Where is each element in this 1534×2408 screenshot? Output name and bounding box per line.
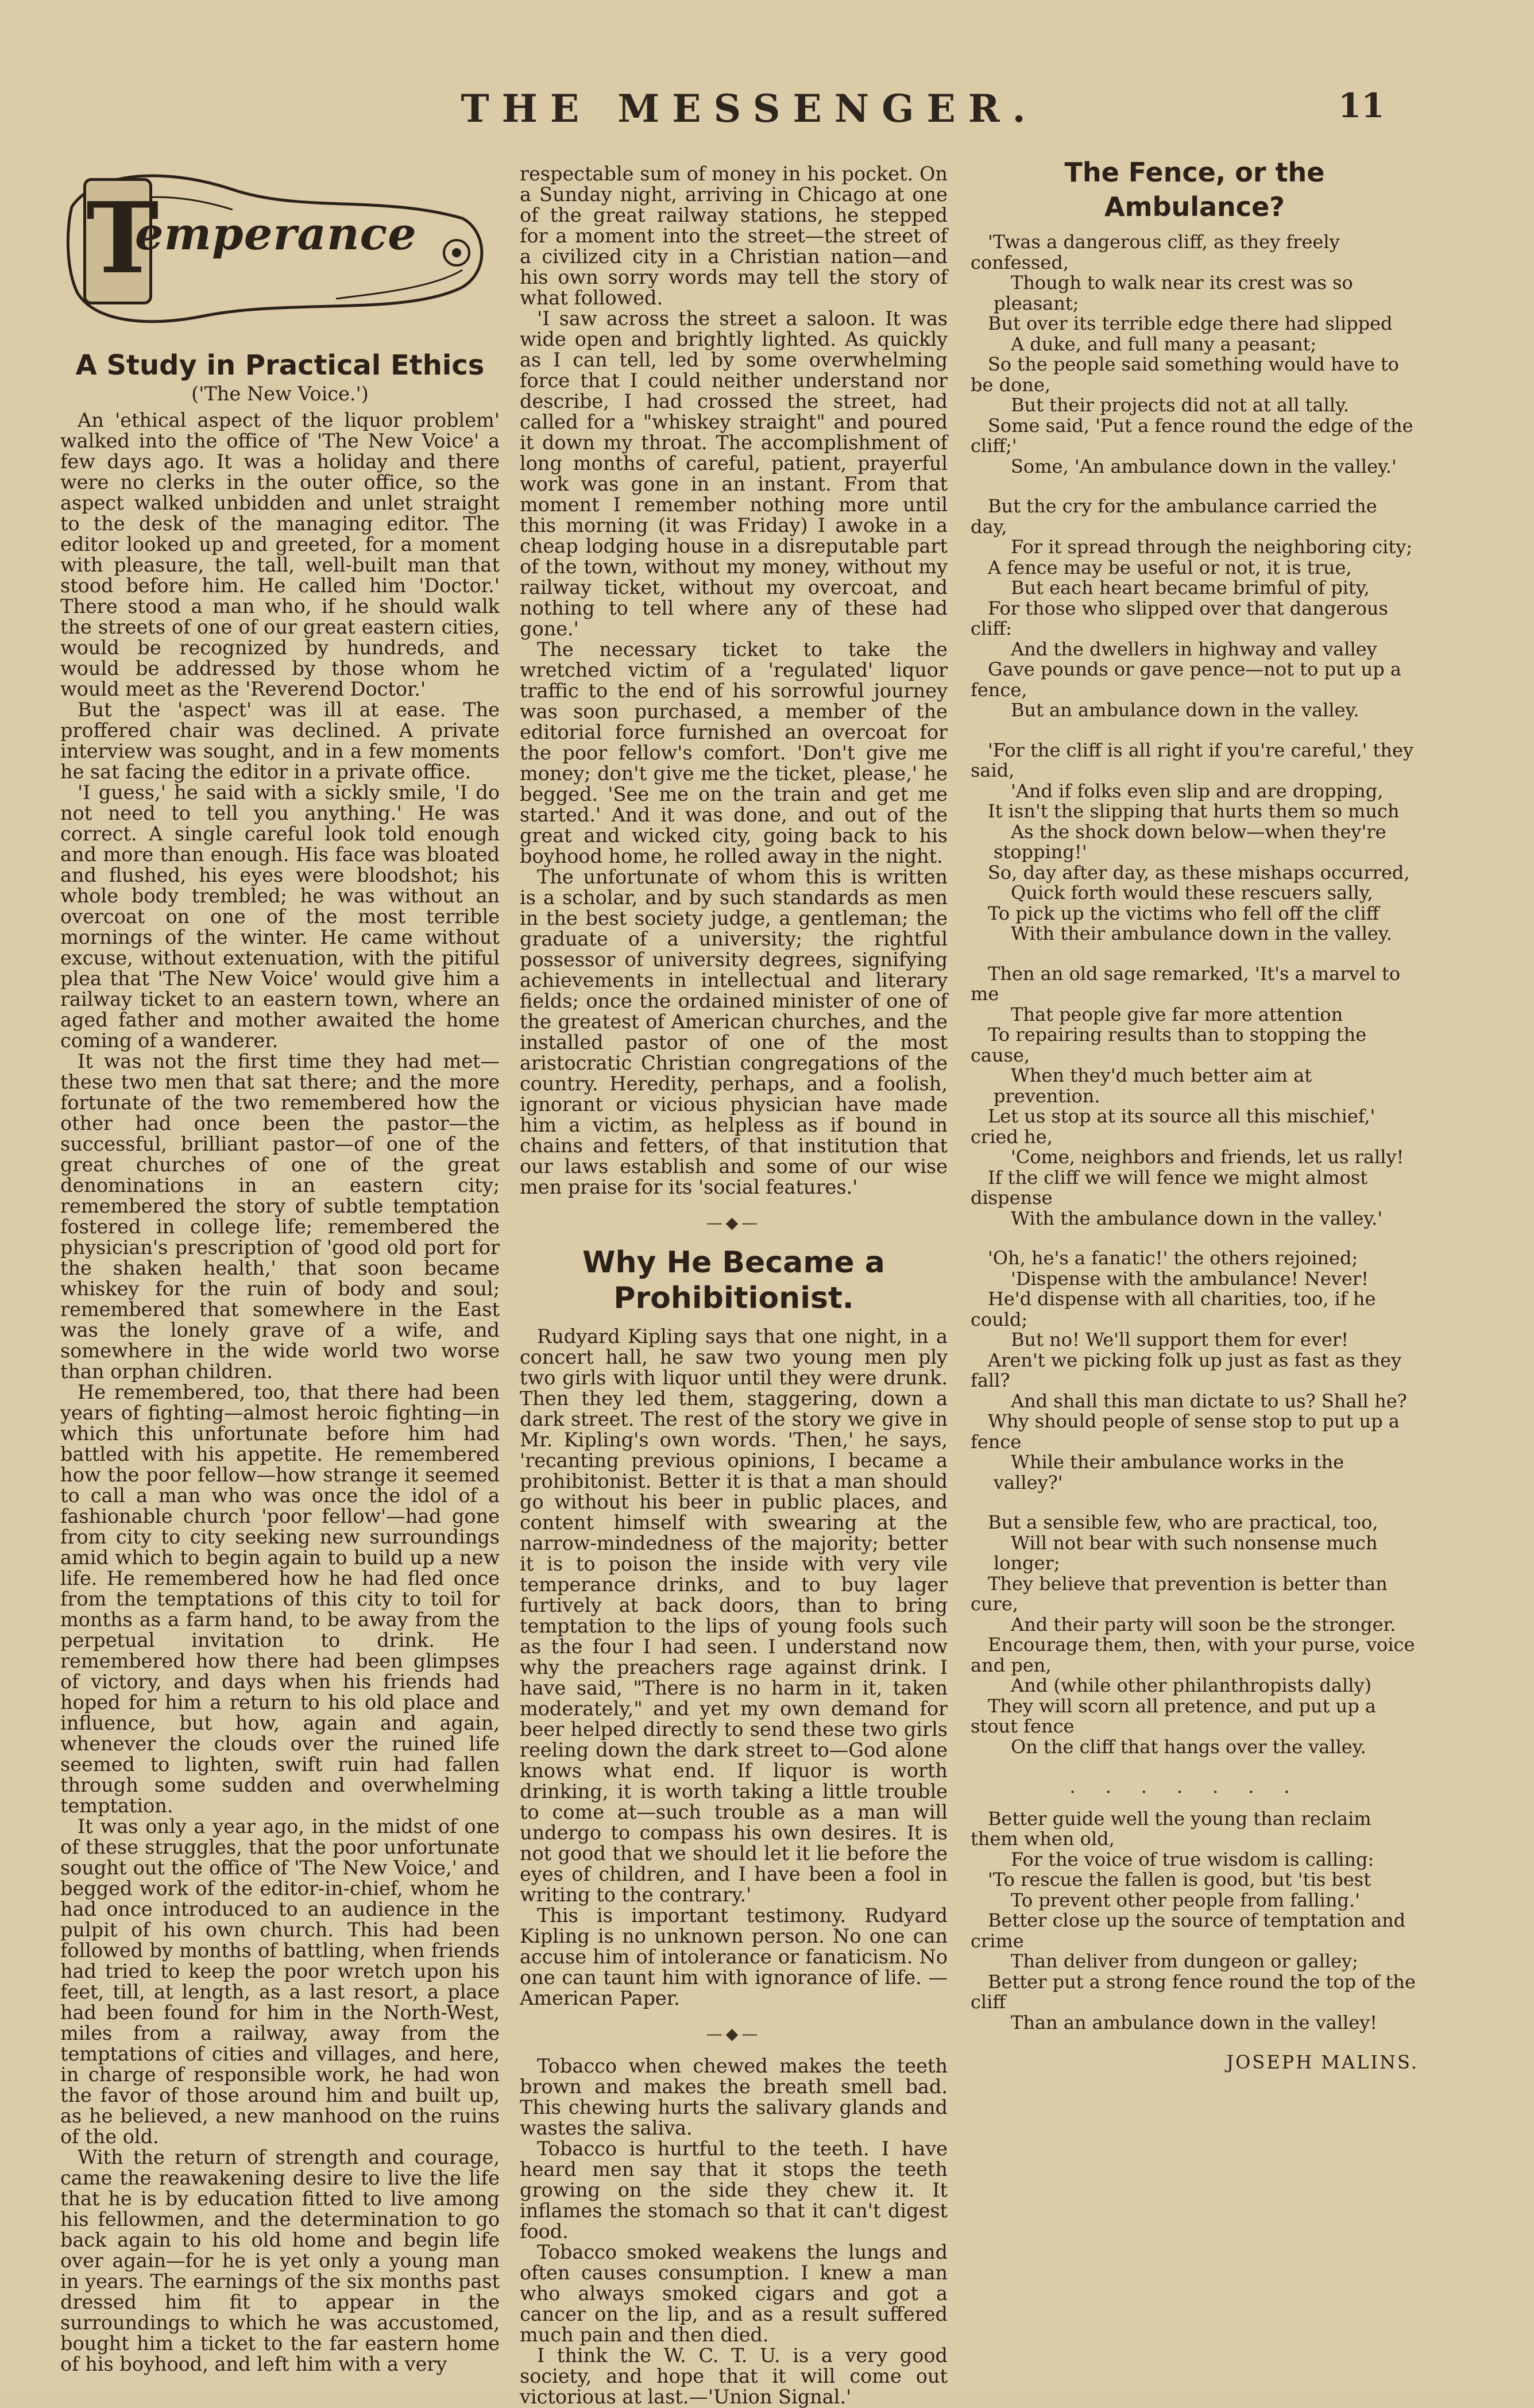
poem-line: Why should people of sense stop to put up a fence	[971, 1410, 1400, 1453]
paragraph: With the return of strength and courage, came the reawakening desire to live the life that he is by education fitted to live among his fellowmen, and the determination to go back again to his old home and begin life over again—for he is yet only a young man in years. The earnings of the six months past dressed him fit to appear in the surroundings to which he was accustomed, bought him a ticket to the far eastern home of his boyhood, and left him with a very	[60, 2146, 500, 2375]
poem-line: Then an old sage remarked, 'It's a marvel to me	[971, 962, 1401, 1005]
paragraph: I think the W. C. T. U. is a very good society, and hope that it will come out victorious at last.—'Union Signal.'	[520, 2344, 948, 2408]
poem-line: So, day after day, as these mishaps occurred,	[988, 861, 1410, 883]
poem-line: That people give far more attention	[1011, 1003, 1343, 1025]
poem-line: He'd dispense with all charities, too, if he could;	[971, 1288, 1376, 1330]
column-1	[60, 155, 500, 2375]
divider: —◆—	[706, 2024, 762, 2043]
poem-line: Encourage them, then, with your purse, voice and pen,	[971, 1634, 1415, 1676]
poem-line: While their ambulance works in the valley?'	[994, 1451, 1344, 1494]
poem-line: And shall this man dictate to us? Shall he?	[1011, 1390, 1407, 1412]
paragraph: An 'ethical aspect of the liquor problem' walked into the office of 'The New Voice' a few days ago. It was a holiday and there were no clerks in the outer office, so the aspect walked unbidden and unlet straight to the desk of the managing editor. The editor looked up and greeted, for a moment with pleasure, the tall, well-built man that stood before him. He called him 'Doctor.' There stood a man who, if he should walk the streets of one of our great eastern cities, would be recognized by hundreds, and would be addressed by those whom he would meet as the 'Reverend Doctor.'	[60, 409, 500, 700]
poem-line: A duke, and full many a peasant;	[1011, 333, 1317, 355]
poem-line: Let us stop at its source all this mischief,' cried he,	[971, 1105, 1375, 1148]
paragraph: respectable sum of money in his pocket. On a Sunday night, arriving in Chicago at one of the great railway stations, he stepped for a moment into the street—the street of a civilized city in a Christian nation—and his own sorry words may tell the story of what followed.	[520, 163, 948, 309]
poem-line: They believe that prevention is better than cure,	[971, 1572, 1388, 1615]
poem-line: As the shock down below—when they're stopping!'	[994, 820, 1386, 863]
poem-line: But over its terrible edge there had slipped	[988, 312, 1393, 334]
poem-title: The Fence, or the Ambulance?	[1064, 157, 1325, 222]
poem-line: But a sensible few, who are practical, too,	[988, 1511, 1378, 1533]
page-header	[0, 86, 1534, 138]
temperance-banner	[60, 155, 500, 345]
article-source: ('The New Voice.')	[191, 383, 369, 405]
paragraph: 'I guess,' he said with a sickly smile, 'I do not need to tell you anything.' He was correct. A single careful look told enough and more than enough. His face was bloated and flushed, his eyes were bloodshot; his whole body trembled; he was without an overcoat on one of the most terrible mornings of the winter. He came without excuse, without extenuation, with the pitiful plea that 'The New Voice' would give him a railway ticket to an eastern town, where an aged father and mother awaited the home coming of a wanderer.	[60, 781, 500, 1052]
running-title: THE MESSENGER.	[461, 86, 1038, 131]
poem-stanza	[971, 496, 1419, 721]
paragraph: The necessary ticket to take the wretched victim of a 'regulated' liquor traffic to the end of his sorrowful journey was soon purchased, a member of the editorial force furnished an overcoat for the poor fellow's comfort. 'Don't give me money; don't give me the ticket, please,' he begged. 'See me on the train and get me started.' And it was done, and out of the great and wicked city, going back to his boyhood home, he rolled away in the night.	[520, 638, 948, 867]
poem-line: Better close up the source of temptation and crime	[971, 1909, 1406, 1952]
paragraph: He remembered, too, that there had been years of fighting—almost heroic fighting—in which this unfortunate before him had battled with his appetite. He remembered how the poor fellow—how strange it seemed to call a man who was once the idol of a fashionable church 'poor fellow'—had gone from city to city seeking new surroundings amid which to begin again to build up a new life. He remembered how he had fled once from the temptations of this city to toil for months as a farm hand, to be away from the perpetual invitation to drink. He remembered how there had been glimpses of victory, and days when his friends had hoped for him a return to his old place and influence, but how, again and again, whenever the clouds over the ruined life seemed to lighten, swift ruin had fallen through some sudden and overwhelming temptation.	[60, 1381, 500, 1817]
poem-line: With the ambulance down in the valley.'	[1011, 1207, 1383, 1229]
poem-line: But an ambulance down in the valley.	[1011, 699, 1359, 721]
poem-line: And their party will soon be the stronger.	[1011, 1613, 1396, 1635]
poem-line: To repairing results than to stopping the cause,	[971, 1024, 1367, 1066]
poem-line: If the cliff we will fence we might almost dispense	[971, 1166, 1368, 1209]
poem-line: A fence may be useful or not, it is true,	[988, 556, 1352, 578]
poem-stanza	[971, 232, 1419, 477]
paragraph: But the 'aspect' was ill at ease. The proffered chair was declined. A private interview was sought, and in a few moments he sat facing the editor in a private office.	[60, 699, 500, 783]
poem-stanza	[971, 740, 1419, 944]
poem-body	[971, 232, 1419, 2033]
poem-line: 'Dispense with the ambulance! Never!	[1011, 1267, 1369, 1290]
paragraph: Tobacco smoked weakens the lungs and often causes consumption. I knew a man who always smoked cigars and got a cancer on the lip, and as a result suffered much pain and then died.	[520, 2241, 948, 2346]
poem-line: Better put a strong fence round the top of the cliff	[971, 1970, 1416, 2013]
page-number: 11	[1338, 86, 1385, 125]
poem-line: With their ambulance down in the valley.	[1011, 923, 1392, 944]
poem-stanza	[971, 964, 1419, 1229]
paragraph: Tobacco is hurtful to the teeth. I have heard men say that it stops the teeth growing on the side they chew it. It inflames the stomach so that it can't digest food.	[520, 2137, 948, 2243]
column-3	[971, 155, 1419, 2073]
poem-stanza	[971, 1248, 1419, 1493]
poem-stanza	[971, 1512, 1419, 1757]
poem-line: On the cliff that hangs over the valley.	[1011, 1735, 1366, 1758]
poem-line: It isn't the slipping that hurts them so much	[988, 800, 1400, 822]
poem-line: And the dwellers in highway and valley	[1011, 638, 1377, 660]
poem-stanza	[971, 1809, 1419, 2033]
poem-line: For it spread through the neighboring city;	[1011, 536, 1413, 558]
poem-line: Some said, 'Put a fence round the edge of the cliff;'	[971, 414, 1413, 457]
paragraph: Tobacco when chewed makes the teeth brown and makes the breath smell bad. This chewing hurts the salivary glands and wastes the saliva.	[520, 2055, 948, 2139]
poem-line: They will scorn all pretence, and put up a stout fence	[971, 1695, 1376, 1737]
poem-line: So the people said something would have to be done,	[971, 353, 1399, 396]
poem-line: 'And if folks even slip and are dropping,	[1011, 779, 1384, 802]
dots-separator: .......	[1069, 1776, 1320, 1797]
poem-line: 'Twas a dangerous cliff, as they freely confessed,	[971, 231, 1340, 273]
poem-line: When they'd much better aim at prevention.	[994, 1064, 1312, 1107]
poem-line: But each heart became brimful of pity,	[1011, 577, 1370, 599]
poem-line: 'For the cliff is all right if you're careful,' they said,	[971, 739, 1414, 781]
divider: —◆—	[706, 1213, 762, 1232]
column-2	[520, 164, 948, 2407]
poem-line: But their projects did not at all tally.	[1011, 394, 1350, 416]
banner-word: emperance	[135, 208, 417, 260]
article-title: Why He Became a Prohibitionist.	[582, 1245, 885, 1315]
poem-line: For the voice of true wisdom is calling:	[1011, 1848, 1374, 1870]
poem-line: Some, 'An ambulance down in the valley.'	[1011, 455, 1397, 477]
poem-line: To prevent other people from falling.'	[1011, 1889, 1360, 1911]
paragraph: It was not the first time they had met—these two men that sat there; and the more fortunate of the two remembered how the other had once been the pastor—the successful, brilliant pastor—of one of the great churches of one of the great denominations in an eastern city; remembered the story of subtle temptation fostered in college life; remembered the physician's prescription of 'good old port for the shaken health,' that soon became whiskey for the ruin of body and soul; remembered that somewhere in the East was the lonely grave of a wife, and somewhere in the wide world two worse than orphan children.	[60, 1050, 500, 1383]
article-title: A Study in Practical Ethics	[75, 349, 485, 381]
poem-line: Aren't we picking folk up just as fast as they fall?	[971, 1349, 1402, 1391]
poem-line: And (while other philanthropists dally)	[1011, 1674, 1372, 1696]
poem-line: But the cry for the ambulance carried the day,	[971, 495, 1377, 538]
poem-line: Better guide well the young than reclaim them when old,	[971, 1807, 1371, 1850]
poem-line: 'Come, neighbors and friends, let us rally!	[1011, 1146, 1404, 1168]
paragraph: 'I saw across the street a saloon. It was wide open and brightly lighted. As quickly as I can tell, led by some overwhelming force that I could neither understand nor describe, I had crossed the street, had called for a "whiskey straight" and poured it down my throat. The accomplishment of long months of careful, patient, prayerful work was gone in an instant. From that moment I remember nothing more until this morning (it was Friday) I awoke in a cheap lodging house in a disreputable part of the town, without my money, without my railway ticket, without my overcoat, and nothing to tell where any of these had gone.'	[520, 307, 948, 640]
poem-line: Quick forth would these rescuers sally,	[1011, 882, 1373, 904]
paragraph: Rudyard Kipling says that one night, in a concert hall, he saw two young men ply two girls with liquor until they were drunk. Then they led them, staggering, down a dark street. The rest of the story we give in Mr. Kipling's own words. 'Then,' he says, 'recanting previous opinions, I became a prohibitonist. Better it is that a man should go without his beer in public places, and content himself with swearing at the narrow-mindedness of the majority; better it is to poison the inside with very vile temperance drinks, and to buy lager furtively at back doors, than to bring temptation to the lips of young fools such as the four I had seen. I understand now why the preachers rage against drink. I have said, "There is no harm in it, taken moderately," and yet my own demand for beer helped directly to send these two girls reeling down the dark street to—God alone knows what end. If liquor is worth drinking, it is worth taking a little trouble to come at—such trouble as a man will undergo to compass his own desires. It is not good that we should let it lie before the eyes of children, and I have been a fool in writing to the contrary.'	[520, 1325, 948, 1906]
banner-initial: T	[83, 178, 152, 304]
poem-line: Than deliver from dungeon or galley;	[1011, 1950, 1358, 1972]
poem-line: But no! We'll support them for ever!	[1011, 1329, 1348, 1350]
paragraph: This is important testimony. Rudyard Kipling is no unknown person. No one can accuse him of intolerance or fanaticism. No one can taunt him with ignorance of life. —American Paper.	[520, 1904, 948, 2009]
poem-line: For those who slipped over that dangerous cliff:	[971, 597, 1388, 639]
poem-line: Than an ambulance down in the valley!	[1011, 2011, 1378, 2033]
poem-signature: JOSEPH MALINS.	[1226, 2051, 1419, 2073]
poem-line: To pick up the victims who fell off the cliff	[988, 902, 1380, 924]
poem-line: Gave pounds or gave pence—not to put up a fence,	[971, 658, 1401, 701]
poem-line: Though to walk near its crest was so pleasant;	[994, 272, 1353, 314]
poem-line: Will not bear with such nonsense much longer;	[994, 1531, 1378, 1574]
paragraph: The unfortunate of whom this is written is a scholar, and by such standards as men in the best society judge, a gentleman; the graduate of a university; the rightful possessor of university degrees, signifying achievements in intellectual and literary fields; once the ordained minister of one of the greatest of American churches, and the installed pastor of one of the most aristocratic Christian congregations of the country. Heredity, perhaps, and a foolish, ignorant or vicious physician have made him a victim, as helpless as if bound in chains and fetters, of that institution that our laws establish and some of our wise men praise for its 'social features.'	[520, 866, 948, 1198]
poem-line: 'Oh, he's a fanatic!' the others rejoined;	[988, 1247, 1358, 1269]
paragraph: It was only a year ago, in the midst of one of these struggles, that the poor unfortunate sought out the office of 'The New Voice,' and begged work of the editor-in-chief, whom he had once introduced to an audience in the pulpit of his own church. This had been followed by months of battling, when friends had tried to keep the poor wretch upon his feet, till, at length, as a last resort, a place had been found for him in the North-West, miles from a railway, away from the temptations of cities and villages, and here, in charge of responsible work, he had won the favor of those around him and built up, as he believed, a new manhood on the ruins of the old.	[60, 1815, 500, 2148]
poem-line: 'To rescue the fallen is good, but 'tis best	[988, 1869, 1371, 1890]
